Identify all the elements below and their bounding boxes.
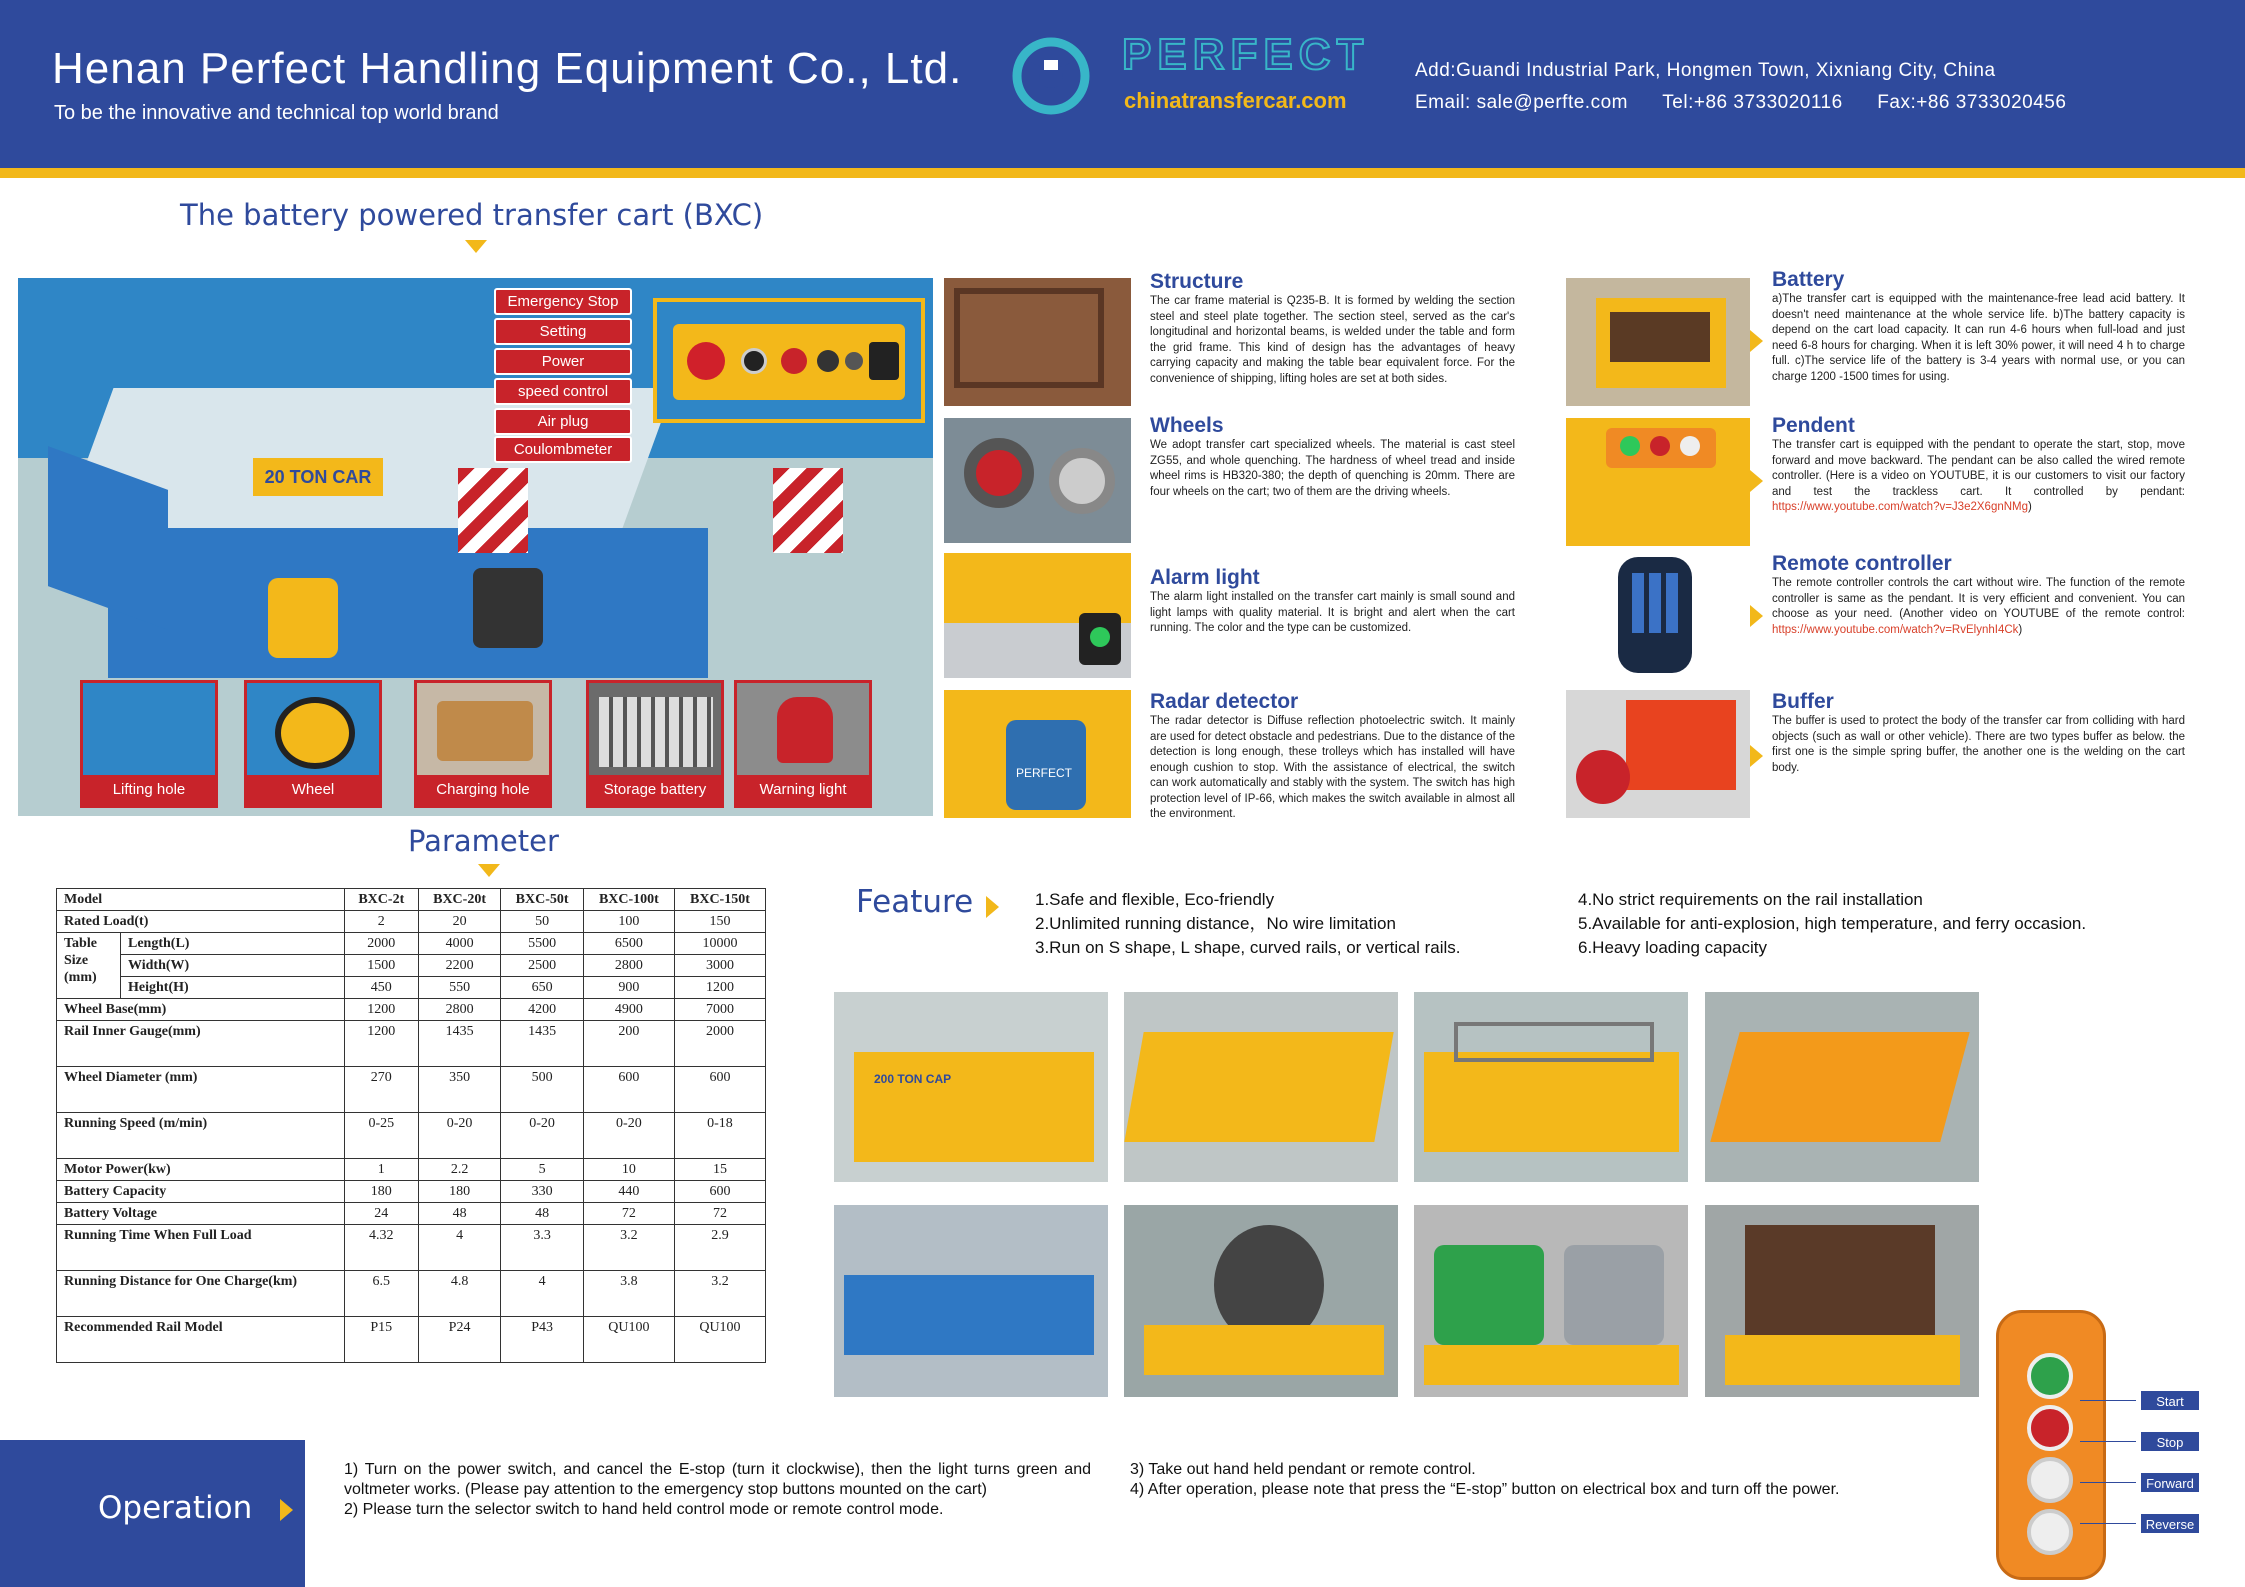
feature-remote-controller: [1772, 552, 2185, 638]
feature-buffer-title: Buffer: [1772, 690, 1834, 713]
parameter-title: Parameter: [408, 824, 559, 858]
battery-photo: [1566, 278, 1750, 406]
company-address: Add:Guandi Industrial Park, Hongmen Town, Xixniang City, China: [1415, 60, 1996, 81]
table-row: Rated Load(t) 2 20 50 100 150: [57, 911, 766, 933]
power-button-icon: [781, 348, 807, 374]
gallery-photo: [1414, 1205, 1688, 1397]
pendant-label-stop: Stop: [2140, 1431, 2200, 1452]
emergency-stop-button-icon: [687, 342, 725, 380]
feature-radar-detector-text: The radar detector is Diffuse reflection photoelectric switch. It mainly are used for detect obstacle and pedestrians. Due to the distance of the detection is long enough, these trolleys which has installed will have enough cushion to stop. With the assistance of electrical, the switch can work automatically and stably with the system. The switch has high protection level of IP-66, which makes the switch available in almost all the environment.: [1150, 715, 1515, 820]
header-stripe: [0, 168, 2245, 178]
thumb-storage-battery: Storage battery: [586, 680, 724, 808]
company-tagline: To be the innovative and technical top world brand: [54, 102, 499, 124]
operation-step: 2) Please turn the selector switch to hand held control mode or remote control mode.: [344, 1501, 944, 1518]
table-header-cell: BXC-50t: [501, 889, 584, 911]
feature-wheels: [1150, 414, 1515, 500]
pointer-icon: [1750, 470, 1763, 492]
table-header-cell: BXC-2t: [344, 889, 418, 911]
pendant-label-forward: Forward: [2140, 1472, 2200, 1493]
feature-battery-title: Battery: [1772, 268, 1845, 291]
list-item: 6.Heavy loading capacity: [1578, 938, 1768, 957]
hazard-panel-right: [773, 468, 843, 553]
thumb-charging-hole: Charging hole: [414, 680, 552, 808]
table-row: Running Distance for One Charge(km) 6.5 4.8 4 3.8 3.2: [57, 1271, 766, 1317]
gallery-photo: [1705, 992, 1979, 1182]
main-title: The battery powered transfer cart (BXC): [180, 198, 764, 232]
table-header-row: [57, 889, 766, 911]
remote-controller-photo: [1610, 553, 1700, 678]
feature-buffer-text: The buffer is used to protect the body of the transfer car from colliding with hard objects (such as wall or other vehicle). There are two types buffer as below. the first one is the simple spring buffer, the another one is the welding on the cart body.: [1772, 715, 2185, 774]
feature-structure-title: Structure: [1150, 270, 1244, 293]
table-row: Recommended Rail Model P15 P24 P43 QU100 QU100: [57, 1317, 766, 1363]
pointer-icon: [1750, 605, 1763, 627]
company-name: Henan Perfect Handling Equipment Co., Ltd.: [52, 44, 963, 93]
gallery-caption: 200 TON CAP: [874, 1072, 952, 1086]
parameter-marker-icon: [478, 864, 500, 877]
gallery-photo: [1124, 992, 1398, 1182]
hazard-panel-left: [458, 468, 528, 553]
pendent-photo: [1566, 418, 1750, 546]
list-item: 3.Run on S shape, L shape, curved rails, or vertical rails.: [1035, 938, 1461, 957]
pointer-icon: [1750, 330, 1763, 352]
table-header-cell: BXC-100t: [583, 889, 674, 911]
parameter-table: [56, 888, 766, 1363]
feature-alarm-light-text: The alarm light installed on the transfer cart mainly is small sound and light lamps with quality material. It is bright and alert when the cart running. The color and the type can be customized.: [1150, 591, 1515, 634]
feature-pendent: [1772, 414, 2185, 516]
start-button-icon: [2027, 1353, 2073, 1399]
feature-remote-controller-text: The remote controller controls the cart without wire. The function of the remote controller is same as the pendant. It is very efficient and convenient. You can choose as your need. (Another video on YOUTUBE of the remote control: https://www.youtube.com/watch?v=RvElynhI4Ck): [1772, 577, 2185, 636]
table-row: Width(W) 1500 2200 2500 2800 3000: [57, 955, 766, 977]
table-row: Motor Power(kw) 1 2.2 5 10 15: [57, 1159, 766, 1181]
feature-alarm-light-title: Alarm light: [1150, 566, 1260, 589]
operation-step: 4) After operation, please note that press the “E-stop” button on electrical box and turn off the power.: [1130, 1481, 1840, 1498]
main-cart-photo: [18, 278, 933, 816]
feature-wheels-title: Wheels: [1150, 414, 1224, 437]
table-row: Wheel Base(mm) 1200 2800 4200 4900 7000: [57, 999, 766, 1021]
label-emergency-stop: Emergency Stop: [494, 288, 632, 315]
wheels-photo: [944, 418, 1131, 543]
label-setting: Setting: [494, 318, 632, 345]
feature-structure-text: The car frame material is Q235-B. It is formed by welding the section steel and steel plate together. The section steel, served as the car's longitudinal and horizontal beams, is welded under the table and form the grid frame. This kind of design has the advantages of heavy carrying capacity and making the table bear equivalent force. For the convenience of shipping, lifting holes are set at both sides.: [1150, 295, 1515, 385]
table-size-group-label: Table Size (mm): [57, 933, 121, 999]
feature-wheels-text: We adopt transfer cart specialized wheels. The material is cast steel ZG55, and whole quenching. The hardness of wheel tread and inside wheel rims is HB320-380; the depth of quenching is 20mm. There are four wheels on the cart; two of them are the driving wheels.: [1150, 439, 1515, 498]
feature-section-title: Feature: [856, 884, 974, 920]
buffer-photo: [1566, 690, 1750, 818]
table-header-cell: Model: [57, 889, 345, 911]
table-row: Wheel Diameter (mm) 270 350 500 600 600: [57, 1067, 766, 1113]
thumb-wheel: Wheel: [244, 680, 382, 808]
control-box: [653, 298, 925, 423]
feature-list-left: [1035, 888, 1461, 960]
table-header-cell: BXC-150t: [674, 889, 765, 911]
forward-button-icon: [2027, 1457, 2073, 1503]
table-row: Height(H) 450 550 650 900 1200: [57, 977, 766, 999]
gallery-photo: [1124, 1205, 1398, 1397]
label-coulombmeter: Coulombmeter: [494, 436, 632, 463]
table-row: Running Speed (m/min) 0-25 0-20 0-20 0-20 0-18: [57, 1113, 766, 1159]
pendant-controller-illustration: [1996, 1310, 2106, 1580]
speed-control-knob-icon: [817, 350, 839, 372]
operation-title: Operation: [98, 1490, 253, 1526]
feature-pendent-title: Pendent: [1772, 414, 1855, 437]
operation-steps-right: [1130, 1460, 1876, 1500]
radar-detector-photo: [944, 690, 1131, 818]
label-speed-control: speed control: [494, 378, 632, 405]
reverse-button-icon: [2027, 1509, 2073, 1555]
feature-marker-icon: [986, 896, 999, 918]
feature-radar-detector-title: Radar detector: [1150, 690, 1299, 713]
remote-video-link[interactable]: https://www.youtube.com/watch?v=RvElynhI4Ck: [1772, 623, 2019, 636]
pendant-label-reverse: Reverse: [2140, 1513, 2200, 1534]
logo-wordmark: PERFECT: [1122, 30, 1370, 79]
list-item: 5.Available for anti-explosion, high temperature, and ferry occasion.: [1578, 914, 2087, 933]
list-item: 1.Safe and flexible, Eco-friendly: [1035, 890, 1275, 909]
list-item: 4.No strict requirements on the rail installation: [1578, 890, 1923, 909]
operation-step: 3) Take out hand held pendant or remote control.: [1130, 1461, 1476, 1478]
operation-marker-icon: [280, 1499, 293, 1521]
thumb-lifting-hole: Lifting hole: [80, 680, 218, 808]
feature-structure: [1150, 270, 1515, 387]
coulombmeter-icon: [869, 342, 899, 380]
gallery-photo: [1414, 992, 1688, 1182]
cart-capacity-plate: 20 TON CAR: [253, 458, 383, 496]
table-row: Running Time When Full Load 4.32 4 3.3 3.2 2.9: [57, 1225, 766, 1271]
perfect-logo-icon: [996, 30, 1106, 120]
feature-remote-controller-title: Remote controller: [1772, 552, 1952, 575]
feature-list-right: [1578, 888, 2086, 960]
feature-radar-detector: [1150, 690, 1515, 823]
alarm-light-photo: [944, 553, 1131, 678]
feature-battery-text: a)The transfer cart is equipped with the maintenance-free lead acid battery. It doesn't need maintenance at the whole service life. b)The battery capacity is depend on the cart load capacity. It can run 4-6 hours when full-load and just need 6-8 hours for charging. When it is left 30% power, it will need 4 h to charge full. c)The service life of the battery is 3-4 years with normal use, or you can charge 1200 -1500 times for using.: [1772, 293, 2185, 383]
table-row: Battery Voltage 24 48 48 72 72: [57, 1203, 766, 1225]
operation-step: 1) Turn on the power switch, and cancel the E-stop (turn it clockwise), then the light turns green and voltmeter works. (Please pay attention to the emergency stop buttons mounted on the cart): [344, 1461, 1091, 1498]
structure-photo: [944, 278, 1131, 406]
table-row: Battery Capacity 180 180 330 440 600: [57, 1181, 766, 1203]
feature-battery: [1772, 268, 2185, 385]
feature-alarm-light: [1150, 566, 1515, 637]
feature-pendent-text: The transfer cart is equipped with the pendant to operate the start, stop, move forward and move backward. The pendant can be also called the wired remote controller. (Here is a video on YOUTUBE, it is our customers to visit our factory and test the trackless cart. It controlled by pendant: https://www.youtube.com/watch?v=J3e2X6gnNMg): [1772, 439, 2185, 513]
operation-steps-left: [344, 1460, 1091, 1520]
pendant-label-start: Start: [2140, 1390, 2200, 1411]
setting-switch-icon: [741, 348, 767, 374]
air-plug-icon: [845, 352, 863, 370]
table-row: Rail Inner Gauge(mm) 1200 1435 1435 200 2000: [57, 1021, 766, 1067]
thumb-warning-light: Warning light: [734, 680, 872, 808]
label-power: Power: [494, 348, 632, 375]
radar-brand-label: PERFECT: [1016, 766, 1073, 780]
feature-buffer: [1772, 690, 2185, 776]
gallery-photo: [834, 1205, 1108, 1397]
gallery-photo: [834, 992, 1108, 1182]
pendent-video-link[interactable]: https://www.youtube.com/watch?v=J3e2X6gnNMg: [1772, 501, 2029, 513]
stop-button-icon: [2027, 1405, 2073, 1451]
company-contact: Email: sale@perfte.com Tel:+86 3733020116 Fax:+86 3733020456: [1415, 92, 2067, 113]
gallery-photo: [1705, 1205, 1979, 1397]
logo-url: chinatransfercar.com: [1124, 88, 1347, 113]
label-air-plug: Air plug: [494, 408, 632, 435]
table-row: Table Size (mm) Length(L) 2000 4000 5500 6500 10000: [57, 933, 766, 955]
title-marker-icon: [465, 240, 487, 253]
pointer-icon: [1750, 745, 1763, 767]
table-header-cell: BXC-20t: [418, 889, 501, 911]
list-item: 2.Unlimited running distance，No wire limitation: [1035, 914, 1396, 933]
